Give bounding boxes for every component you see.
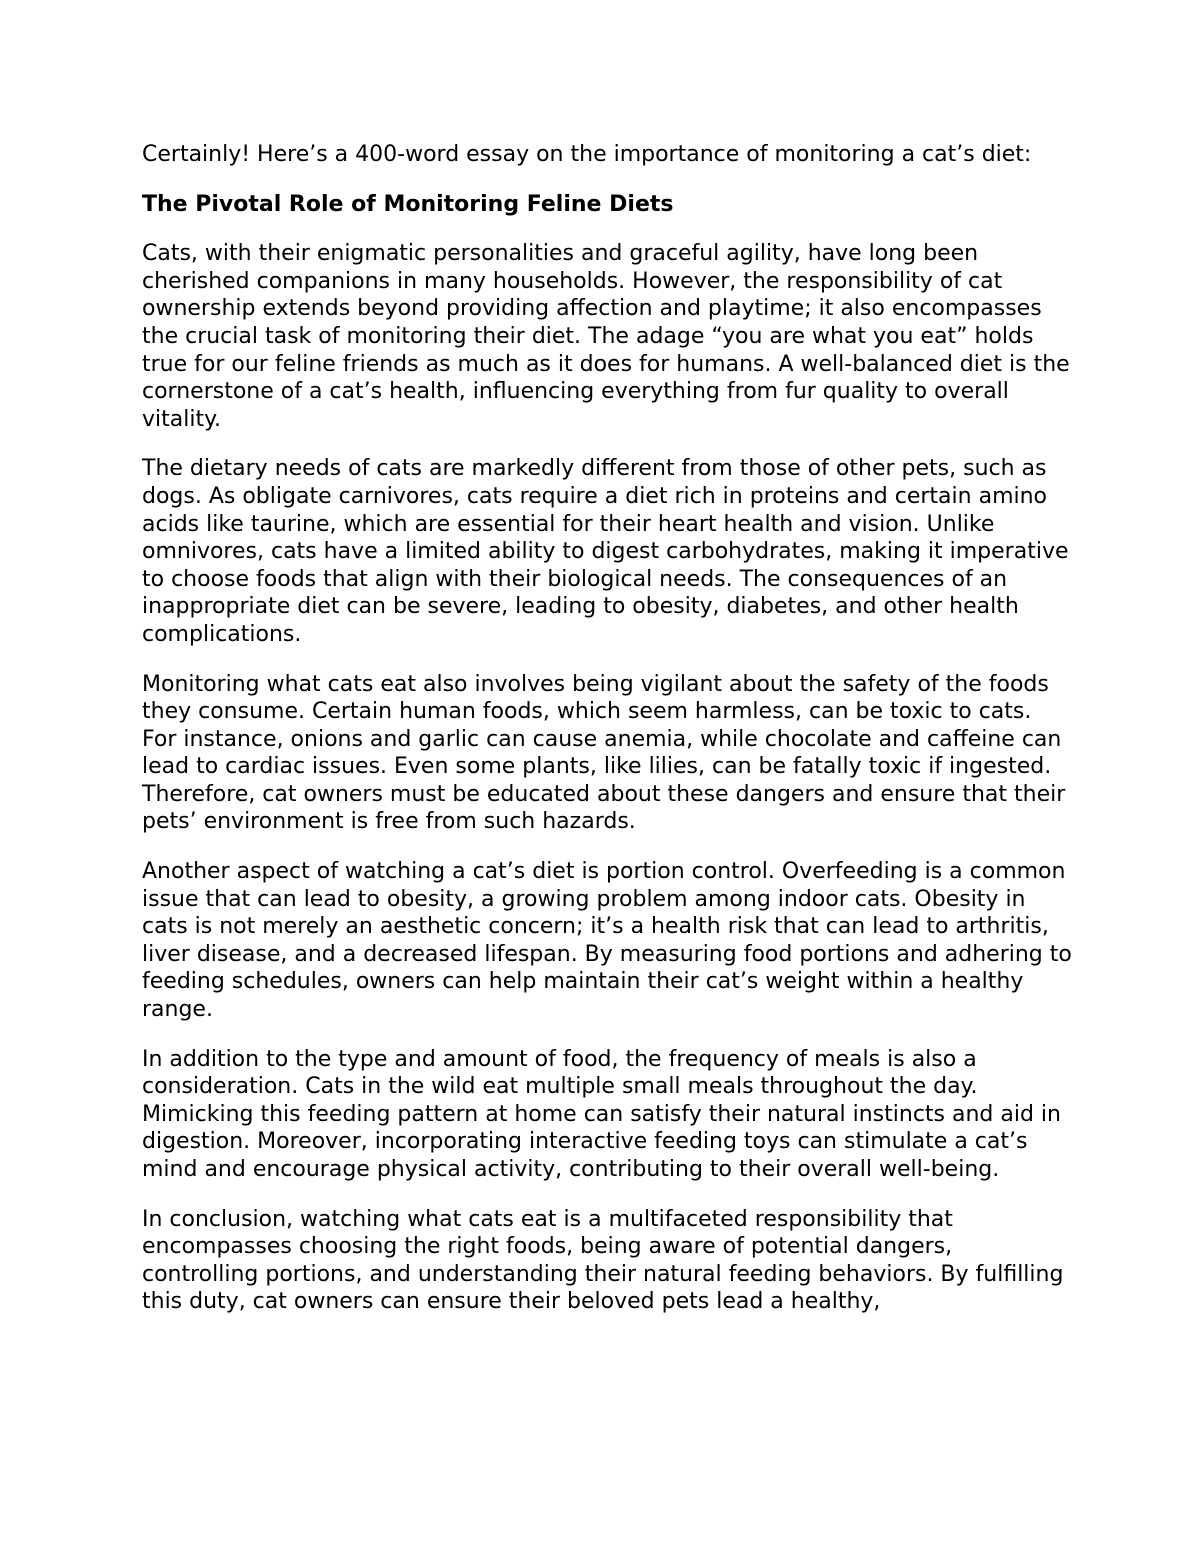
document-page [142,141,1072,1338]
paragraph-food-safety: Monitoring what cats eat also involves being vigilant about the safety of the foods they consume. Certain human foods, which seem harmless, can be toxic to cats. For instance, onions and garlic can cause anemia, while chocolate and caffeine can lead to cardiac issues. Even some plants, like lilies, can be fatally toxic if ingested. Therefore, cat owners must be educated about these dangers and ensure that their pets’ environment is free from such hazards. [142,671,1066,835]
paragraph-conclusion: In conclusion, watching what cats eat is a multifaceted responsibility that encompasses choosing the right foods, being aware of potential dangers, controlling portions, and understanding their natural feeding behaviors. By fulfilling this duty, cat owners can ensure their beloved pets lead a healthy, [142,1206,1064,1315]
paragraph-portion-control: Another aspect of watching a cat’s diet is portion control. Overfeeding is a common issue that can lead to obesity, a growing problem among indoor cats. Obesity in cats is not merely an aesthetic concern; it’s a health risk that can lead to arthritis, liver disease, and a decreased lifespan. By measuring food portions and adhering to feeding schedules, owners can help maintain their cat’s weight within a healthy range. [142,859,1072,1023]
paragraph-dietary-needs: The dietary needs of cats are markedly different from those of other pets, such as dogs. As obligate carnivores, cats require a diet rich in proteins and certain amino acids like taurine, which are essential for their heart health and vision. Unlike omnivores, cats have a limited ability to digest carbohydrates, making it imperative to choose foods that align with their biological needs. The consequences of an inappropriate diet can be severe, leading to obesity, diabetes, and other health complications. [142,456,1069,647]
paragraph-meal-frequency: In addition to the type and amount of food, the frequency of meals is also a consideration. Cats in the wild eat multiple small meals throughout the day. Mimicking this feeding pattern at home can satisfy their natural instincts and aid in digestion. Moreover, incorporating interactive feeding toys can stimulate a cat’s mind and encourage physical activity, contributing to their overall well-being. [142,1046,1061,1182]
paragraph-introduction: Cats, with their enigmatic personalities and graceful agility, have long been cherished companions in many households. However, the responsibility of cat ownership extends beyond providing affection and playtime; it also encompasses the crucial task of monitoring their diet. The adage “you are what you eat” holds true for our feline friends as much as it does for humans. A well-balanced diet is the cornerstone of a cat’s health, influencing everything from fur quality to overall vitality. [142,241,1070,432]
intro-text: Certainly! Here’s a 400-word essay on the importance of monitoring a cat’s diet: [142,142,1032,167]
essay-title: The Pivotal Role of Monitoring Feline Diets [142,191,674,217]
